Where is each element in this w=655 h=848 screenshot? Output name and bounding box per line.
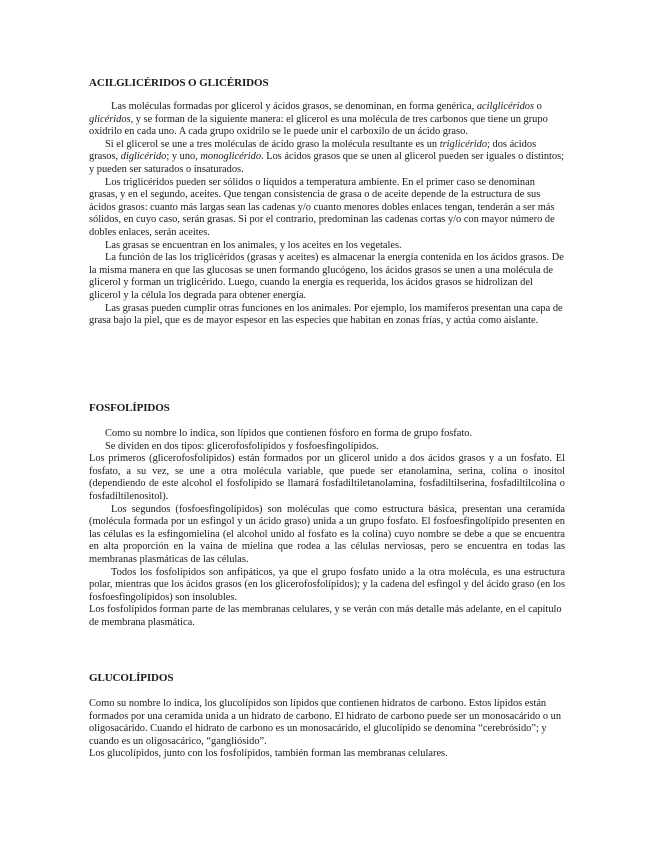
paragraph: Las moléculas formadas por glicerol y ácidos grasos, se denominan, en forma genérica, acilglicéridos o glicéridos, y se forman de la siguiente manera: el glicerol es una molécula de tres carbonos que tiene un grupo oxidrilo en cada uno. A cada grupo oxidrilo se le puede unir el carboxilo de un ácido graso. (89, 101, 548, 138)
paragraph: Las grasas se encuentran en los animales, y los aceites en los vegetales. (105, 239, 402, 251)
paragraph: Si el glicerol se une a tres moléculas de ácido graso la molécula resultante es un triglicérido; dos ácidos grasos, diglicérido; y uno, monoglicérido. Los ácidos grasos que se unen al glicerol pueden ser iguales o distintos; y pueden ser saturados o insaturados. (89, 138, 565, 175)
paragraph: Los fosfolípidos forman parte de las membranas celulares, y se verán con más detalle más adelante, en el capítulo de membrana plasmática. (89, 604, 562, 628)
section-glucolipidos-body (89, 698, 565, 761)
paragraph: Los glucolípidos, junto con los fosfolípidos, también forman las membranas celulares. (89, 748, 448, 760)
paragraph: Los segundos (fosfoesfingolípidos) son moléculas que como estructura básica, presentan una ceramida (molécula formada por un esfingol y un ácido graso) unida a un grupo fosfato. El fosfoesfingolípido presenten en las células es la esfingomielina (el alcohol unido al fosfato es la colina) cuyo nombre se debe a que se encuentra en alta proporción en la vaina de mielina que rodea a las células nerviosas, pero se encuentra en todas las membranas plasmáticas de las células. (89, 503, 565, 565)
paragraph: Como su nombre lo indica, los glucolípidos son lípidos que contienen hidratos de carbono. Estos lípidos están formados por una ceramida unida a un hidrato de carbono. El hidrato de carbono puede ser un monosacárido o un oligosacárido. Cuando el hidrato de carbono es un monosacárido, el glucolípido se denomina “cerebrósido”; y cuando es un oligosacárico, “gangliósido”. (89, 698, 562, 747)
paragraph: Como su nombre lo indica, son lípidos que contienen fósforo en forma de grupo fosfato. (105, 428, 473, 439)
section-acilgliceridos-body (89, 101, 565, 328)
paragraph: Las grasas pueden cumplir otras funciones en los animales. Por ejemplo, los mamíferos presentan una capa de grasa bajo la piel, que es de mayor espesor en las especies que habitan en zonas frías, y actúa como aislante. (89, 302, 563, 327)
heading-fosfolipidos: FOSFOLÍPIDOS (89, 402, 170, 414)
section-fosfolipidos-body (89, 428, 565, 630)
heading-acilgliceridos: ACILGLICÉRIDOS O GLICÉRIDOS (89, 77, 269, 89)
paragraph: Todos los fosfolípidos son anfipáticos, ya que el grupo fosfato unido a la otra molécula, es una estructura polar, mientras que los ácidos grasos (en los glicerofosfolípidos); y la cadena del esfingol y del ácido graso (en los fosfoesfingolípidos) son insolubles. (89, 566, 565, 603)
paragraph: La función de las los triglicéridos (grasas y aceites) es almacenar la energía contenida en los ácidos grasos. De la misma manera en que las glucosas se unen formando glucógeno, los ácidos grasos se unen a una molécula de glicerol y forman un triglicérido. Luego, cuando la energía es requerida, los ácidos grasos se hidrolizan del glicerol y la célula los degrada para obtener energía. (89, 252, 564, 301)
paragraph: Se dividen en dos tipos: glicerofosfolípidos y fosfoesfingolípidos. (105, 440, 379, 452)
heading-glucolipidos: GLUCOLÍPIDOS (89, 672, 174, 684)
paragraph: Los triglicéridos pueden ser sólidos o líquidos a temperatura ambiente. En el primer caso se denominan grasas, y en el segundo, aceites. Que tengan consistencia de grasa o de aceite depende de la estructura de sus ácidos grasos: cuanto más largas sean las cadenas y/o cuanto menores dobles enlaces tengan, tenderán a ser más sólidos, en cuyo caso, serán grasas. Si por el contrario, predominan las cadenas cortas y/o con mayor número de dobles enlaces, serán aceites. (89, 176, 555, 238)
paragraph: Los primeros (glicerofosfolípidos) están formados por un glicerol unido a dos ácidos grasos y a un fosfato. El fosfato, a su vez, se une a otra molécula variable, que puede ser etanolamina, serina, colina o inositol (dependiendo de este alcohol el fosfolípido se llamará fosfadiltiletanolamina, fosfadiltilserina, fosfadiltilcolina o fosfadiltilenositol). (89, 453, 565, 502)
